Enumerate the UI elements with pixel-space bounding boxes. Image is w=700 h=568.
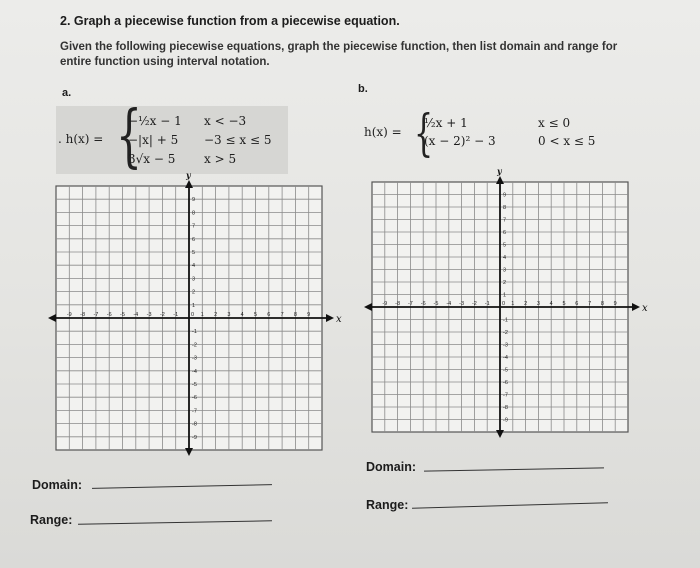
graph-b-y-tick-label: -8 bbox=[503, 405, 508, 411]
graph-a-y-tick-label: 5 bbox=[192, 250, 196, 256]
graph-b-x-tick-label: -6 bbox=[420, 301, 426, 307]
graph-b-y-tick-label: -5 bbox=[503, 367, 508, 374]
graph-a-y-axis-label: y bbox=[186, 170, 191, 180]
graph-a-y-tick-label: -4 bbox=[192, 368, 197, 375]
graph-a-x-tick-label: 2 bbox=[214, 312, 218, 318]
graph-b-x-tick-label: 9 bbox=[613, 301, 617, 307]
graph-a-x-arrow bbox=[326, 314, 334, 322]
graph-a-x-tick-label: -2 bbox=[159, 312, 165, 318]
graph-a-y-tick-label: -9 bbox=[192, 434, 197, 441]
part-b-range-answer-line[interactable] bbox=[412, 502, 608, 508]
part-b-brace: { bbox=[414, 104, 434, 162]
graph-b-y-tick-label: 3 bbox=[503, 267, 507, 274]
graph-a-y-tick-label: -5 bbox=[192, 382, 197, 388]
graph-a-x-tick-label: 7 bbox=[280, 312, 284, 318]
graph-a-x-tick-label: -4 bbox=[133, 312, 139, 318]
graph-b-y-tick-label: -1 bbox=[503, 317, 508, 324]
part-a-equation bbox=[56, 97, 288, 176]
graph-b-y-arrow bbox=[496, 176, 504, 184]
graph-b-y-tick-label: 9 bbox=[503, 192, 507, 199]
graph-a-y-tick-label: 1 bbox=[192, 302, 196, 309]
graph-a-y-tick-label: 9 bbox=[192, 197, 196, 204]
instruction-line-2: entire function using interval notation. bbox=[60, 56, 270, 68]
graph-a-y-tick-label: 6 bbox=[192, 236, 196, 243]
part-a-brace: { bbox=[116, 97, 142, 176]
graph-a-y-tick-label: -2 bbox=[192, 342, 197, 349]
graph-a-y-tick-label: -1 bbox=[192, 329, 197, 336]
graph-b-y-tick-label: -6 bbox=[503, 380, 508, 386]
graph-a-x-tick-label: 1 bbox=[200, 312, 204, 318]
graph-b-origin-label: 0 bbox=[502, 301, 506, 307]
graph-a-y-tick-label: 4 bbox=[192, 263, 196, 270]
graph-b[interactable] bbox=[362, 166, 652, 441]
graph-a-x-arrow-left bbox=[48, 314, 56, 322]
instruction-line-1: Given the following piecewise equations, graph the piecewise function, then list domain and range for bbox=[60, 41, 618, 53]
part-b-piece-2-expr: (x − 2)² − 3 bbox=[424, 134, 496, 148]
graph-a-y-arrow-down bbox=[185, 448, 193, 456]
part-a-range-label: Range: bbox=[30, 513, 73, 527]
graph-b-y-tick-label: 2 bbox=[503, 280, 507, 286]
part-a-domain-answer-line[interactable] bbox=[92, 484, 272, 489]
graph-b-x-tick-label: -8 bbox=[395, 301, 401, 307]
graph-b-y-tick-label: -7 bbox=[503, 392, 508, 399]
part-b-equation bbox=[362, 104, 612, 162]
graph-b-x-tick-label: 4 bbox=[549, 301, 553, 307]
graph-a-origin-label: 0 bbox=[191, 312, 195, 318]
graph-a-y-arrow bbox=[185, 180, 193, 188]
part-a-label: a. bbox=[62, 87, 72, 99]
graph-b-y-tick-label: 4 bbox=[503, 255, 507, 261]
graph-a-x-tick-label: -1 bbox=[173, 312, 179, 318]
graph-b-y-tick-label: 8 bbox=[503, 205, 507, 211]
graph-b-x-tick-label: 6 bbox=[575, 301, 579, 307]
part-a-piece-2-expr: −|x| + 5 bbox=[128, 133, 179, 147]
graph-a-y-tick-label: -7 bbox=[192, 408, 197, 415]
graph-a-y-tick-label: -3 bbox=[192, 355, 197, 362]
graph-a-y-tick-label: 3 bbox=[192, 276, 196, 283]
graph-a-x-tick-label: -8 bbox=[80, 312, 86, 318]
graph-b-x-tick-label: -9 bbox=[382, 301, 388, 307]
graph-a-x-tick-label: 5 bbox=[253, 312, 258, 318]
part-b-piece-2-cond: 0 < x ≤ 5 bbox=[538, 134, 596, 148]
graph-b-x-tick-label: 8 bbox=[600, 301, 604, 307]
problem-instructions bbox=[60, 40, 617, 70]
graph-a-x-tick-label: -7 bbox=[93, 312, 99, 318]
graph-b-canvas[interactable] bbox=[362, 166, 652, 436]
graph-a-y-tick-label: 2 bbox=[192, 289, 196, 296]
part-b-range-label: Range: bbox=[366, 498, 409, 512]
part-a-piece-3-expr: 3√x − 5 bbox=[128, 152, 176, 166]
graph-a[interactable] bbox=[54, 170, 344, 463]
problem-title: 2. Graph a piecewise function from a piecewise equation. bbox=[60, 14, 400, 28]
graph-b-x-tick-label: 5 bbox=[562, 301, 566, 307]
graph-b-x-tick-label: -3 bbox=[459, 301, 465, 307]
graph-b-y-tick-label: -4 bbox=[503, 355, 508, 361]
graph-b-x-tick-label: 2 bbox=[524, 301, 528, 307]
graph-b-x-tick-label: -2 bbox=[471, 301, 477, 307]
part-b-label: b. bbox=[358, 83, 368, 95]
graph-b-y-tick-label: 6 bbox=[503, 230, 507, 236]
graph-b-y-tick-label: 7 bbox=[503, 217, 507, 224]
graph-b-y-axis-label: y bbox=[497, 166, 502, 176]
graph-b-y-tick-label: -3 bbox=[503, 342, 508, 349]
graph-a-x-tick-label: -9 bbox=[66, 312, 72, 318]
graph-b-x-tick-label: -7 bbox=[407, 301, 413, 307]
graph-b-y-arrow-down bbox=[496, 430, 504, 438]
graph-a-canvas[interactable] bbox=[54, 170, 344, 458]
graph-a-x-tick-label: 3 bbox=[227, 312, 231, 318]
part-a-domain-label: Domain: bbox=[32, 478, 82, 492]
graph-b-x-tick-label: -1 bbox=[484, 301, 490, 307]
part-a-piece-3-cond: x > 5 bbox=[204, 152, 237, 166]
graph-a-y-tick-label: 8 bbox=[192, 210, 196, 217]
graph-b-x-tick-label: 1 bbox=[511, 301, 515, 307]
part-b-domain-answer-line[interactable] bbox=[424, 467, 604, 471]
graph-b-x-tick-label: -5 bbox=[433, 301, 439, 307]
graph-b-x-tick-label: 3 bbox=[536, 301, 540, 307]
graph-a-x-tick-label: -3 bbox=[146, 312, 152, 318]
graph-a-x-axis-label: x bbox=[336, 314, 342, 325]
part-b-piece-1-cond: x ≤ 0 bbox=[538, 116, 571, 130]
part-a-range-answer-line[interactable] bbox=[78, 520, 272, 524]
graph-a-x-tick-label: 6 bbox=[267, 312, 271, 318]
graph-b-x-arrow-left bbox=[364, 303, 372, 311]
part-b-piece-1-expr: ½x + 1 bbox=[424, 116, 468, 130]
graph-a-y-tick-label: 7 bbox=[192, 223, 196, 230]
part-b-domain-label: Domain: bbox=[366, 460, 416, 474]
graph-b-x-arrow bbox=[632, 303, 640, 311]
part-b-lhs: h(x) = bbox=[364, 125, 402, 139]
graph-b-y-tick-label: 1 bbox=[503, 292, 507, 299]
graph-b-x-tick-label: 7 bbox=[588, 301, 592, 307]
graph-a-y-tick-label: -8 bbox=[192, 421, 197, 428]
part-a-piece-1-cond: x < −3 bbox=[204, 114, 247, 128]
graph-b-y-tick-label: 5 bbox=[503, 242, 507, 249]
part-a-piece-2-cond: −3 ≤ x ≤ 5 bbox=[204, 133, 272, 147]
part-a-lhs: . h(x) = bbox=[58, 132, 104, 146]
graph-b-y-tick-label: -9 bbox=[503, 417, 508, 424]
graph-a-y-tick-label: -6 bbox=[192, 395, 197, 402]
graph-a-x-tick-label: -6 bbox=[106, 312, 112, 318]
graph-a-x-tick-label: -5 bbox=[120, 312, 125, 318]
graph-a-x-tick-label: 9 bbox=[307, 312, 311, 318]
graph-a-x-tick-label: 8 bbox=[293, 312, 297, 318]
graph-b-x-tick-label: -4 bbox=[446, 301, 452, 307]
part-a-piece-1-expr: −½x − 1 bbox=[128, 114, 182, 128]
graph-b-y-tick-label: -2 bbox=[503, 330, 508, 336]
graph-a-x-tick-label: 4 bbox=[240, 312, 244, 318]
graph-b-x-axis-label: x bbox=[642, 303, 648, 314]
